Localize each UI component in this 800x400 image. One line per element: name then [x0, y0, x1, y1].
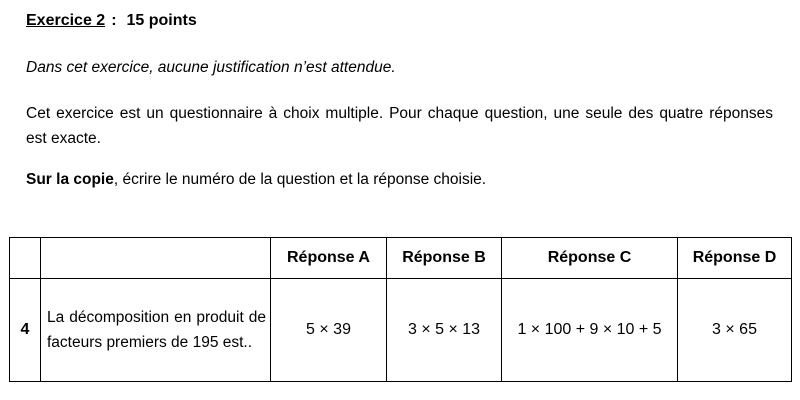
- exercise-heading: [26, 12, 197, 30]
- table-row: [10, 279, 792, 382]
- header-number: [10, 238, 41, 279]
- answer-b: 3 × 5 × 13: [387, 279, 502, 382]
- header-answer-b: Réponse B: [387, 238, 502, 279]
- header-answer-a: Réponse A: [271, 238, 387, 279]
- header-answer-c: Réponse C: [502, 238, 678, 279]
- instruction-bold: Sur la copie: [26, 171, 114, 188]
- answer-d: 3 × 65: [678, 279, 792, 382]
- exercise-points: 15 points: [126, 12, 197, 29]
- answer-c: 1 × 100 + 9 × 10 + 5: [502, 279, 678, 382]
- answer-a: 5 × 39: [271, 279, 387, 382]
- header-answer-d: Réponse D: [678, 238, 792, 279]
- qcm-table: [9, 237, 792, 382]
- table-header-row: [10, 238, 792, 279]
- intro-text: Dans cet exercice, aucune justification n’est attendue.: [26, 59, 396, 76]
- question-number: 4: [10, 279, 41, 382]
- heading-separator: :: [111, 12, 117, 29]
- question-text: La décomposition en produit de facteurs premiers de 195 est..: [41, 279, 271, 382]
- instruction-rest: , écrire le numéro de la question et la réponse choisie.: [113, 171, 487, 188]
- description-paragraph: Cet exercice est un questionnaire à choix multiple. Pour chaque question, une seule des quatre réponses est exacte.: [26, 105, 773, 147]
- instruction-line: [26, 171, 486, 189]
- header-question: [41, 238, 271, 279]
- exercise-label: Exercice 2: [26, 12, 106, 29]
